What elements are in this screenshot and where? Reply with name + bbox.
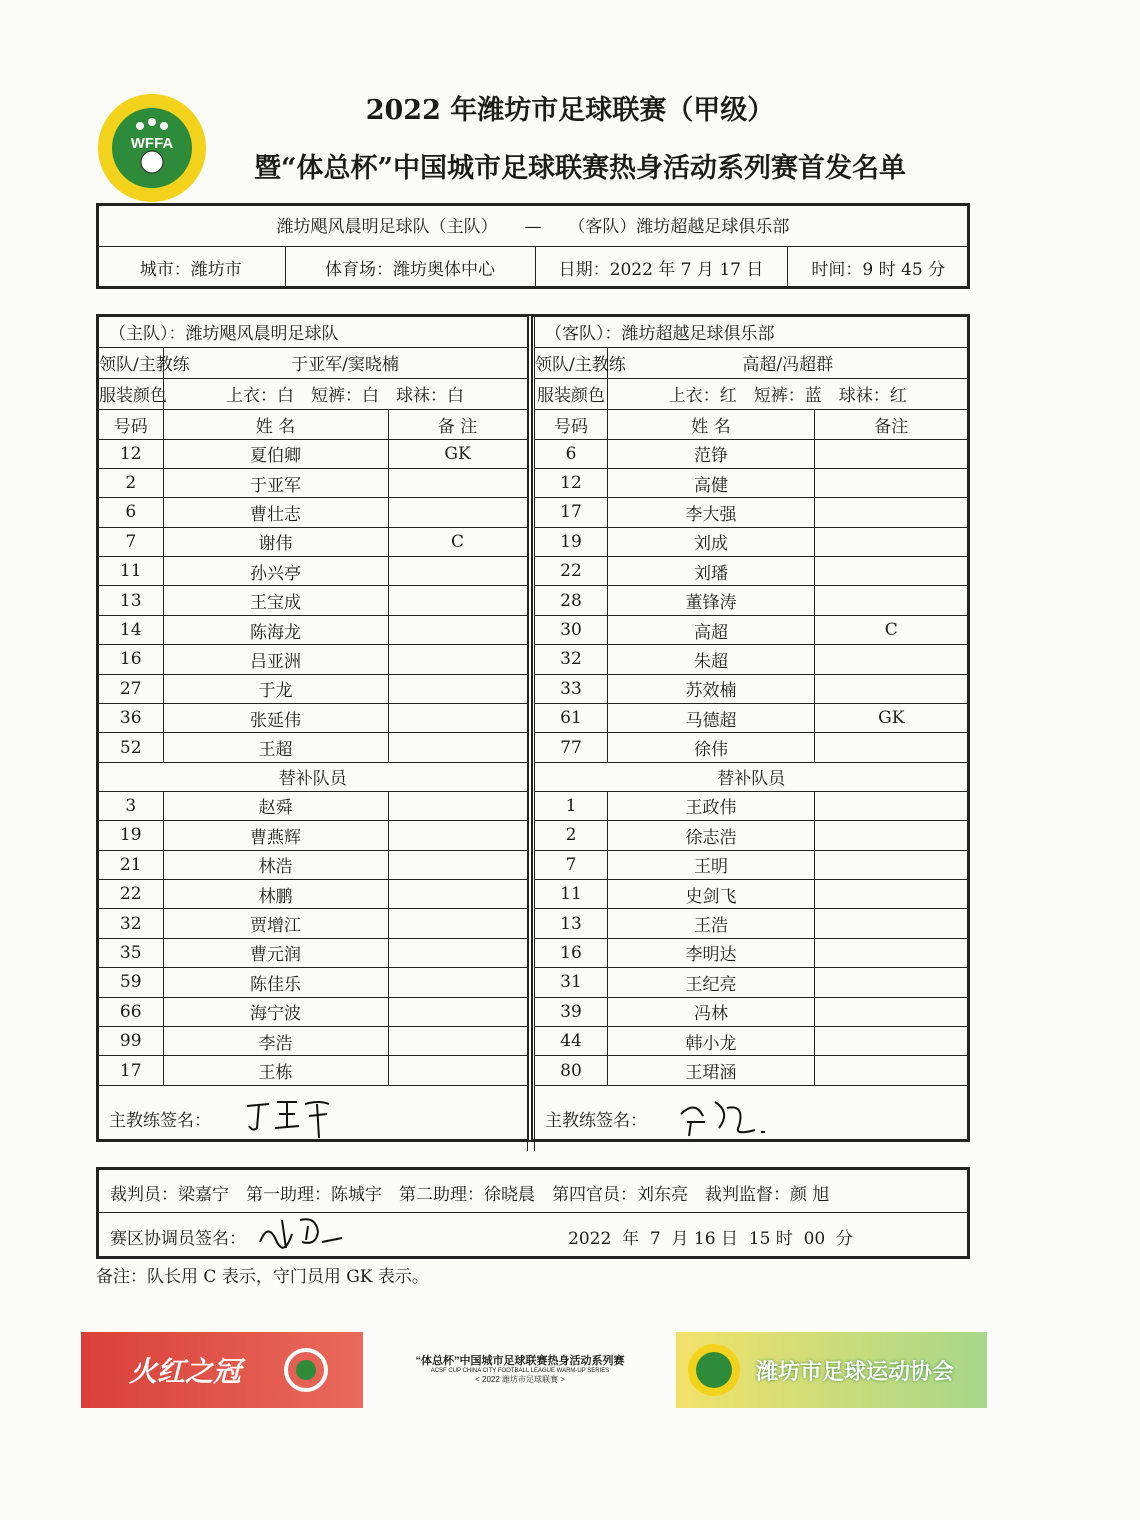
player-number: 11 (99, 557, 163, 586)
away-subs-row (535, 968, 968, 997)
player-name: 苏效楠 (608, 674, 815, 703)
away-subs-row (535, 791, 968, 820)
home-starters-row (99, 527, 527, 556)
home-subs-row (99, 968, 527, 997)
player-note (388, 909, 527, 938)
player-note (388, 879, 527, 908)
player-number: 12 (99, 439, 163, 468)
player-number: 13 (99, 586, 163, 615)
player-name: 王珺涵 (608, 1056, 815, 1085)
player-name: 王明 (608, 850, 815, 879)
player-name: 谢伟 (163, 527, 388, 556)
player-name: 贾增江 (163, 909, 388, 938)
player-note: C (815, 615, 968, 644)
player-name: 李大强 (608, 498, 815, 527)
player-note (388, 586, 527, 615)
away-starters-row (535, 704, 968, 733)
player-name: 朱超 (608, 645, 815, 674)
home-sign-label: 主教练签名： (109, 1110, 211, 1131)
player-note (388, 704, 527, 733)
home-subs-row (99, 1026, 527, 1055)
player-note (388, 1056, 527, 1085)
sponsor-banner-left (81, 1332, 363, 1408)
home-team-line: 潍坊飓风晨明足球队（主队） (276, 217, 498, 238)
player-note (388, 791, 527, 820)
player-note (815, 733, 968, 762)
coordinator-label: 赛区协调员签名： (110, 1229, 246, 1249)
away-signature-cell (535, 1085, 968, 1151)
away-starters-row (535, 645, 968, 674)
player-note (815, 821, 968, 850)
player-note (815, 791, 968, 820)
home-starters-row (99, 557, 527, 586)
home-coach-label: 领队/主教练 (99, 347, 163, 378)
away-starters-row (535, 733, 968, 762)
player-name: 李浩 (163, 1026, 388, 1055)
player-number: 19 (99, 821, 163, 850)
home-subs-row (99, 879, 527, 908)
player-note (815, 439, 968, 468)
player-number: 52 (99, 733, 163, 762)
player-number: 14 (99, 615, 163, 644)
player-note: GK (815, 704, 968, 733)
player-number: 7 (535, 850, 608, 879)
player-number: 6 (535, 439, 608, 468)
away-starters-row (535, 498, 968, 527)
home-coach: 于亚军/窦晓楠 (163, 347, 527, 378)
player-note (815, 850, 968, 879)
away-team-line: （客队）潍坊超越足球俱乐部 (568, 217, 790, 238)
player-name: 赵舜 (163, 791, 388, 820)
player-number: 30 (535, 615, 608, 644)
player-note (388, 968, 527, 997)
home-subs-label: 替补队员 (99, 762, 527, 791)
player-number: 13 (535, 909, 608, 938)
player-number: 59 (99, 968, 163, 997)
player-note (815, 1056, 968, 1085)
away-kit-label: 服装颜色 (535, 378, 608, 409)
home-starters-row (99, 733, 527, 762)
player-name: 王纪亮 (608, 968, 815, 997)
player-note (815, 1026, 968, 1055)
player-name: 曹壮志 (163, 498, 388, 527)
player-number: 27 (99, 674, 163, 703)
away-subs-label: 替补队员 (535, 762, 968, 791)
player-number: 66 (99, 997, 163, 1026)
player-number: 77 (535, 733, 608, 762)
away-col-num: 号码 (535, 409, 608, 439)
away-team-label: （客队）：潍坊超越足球俱乐部 (535, 317, 968, 347)
player-number: 6 (99, 498, 163, 527)
home-starters-row (99, 439, 527, 468)
player-name: 陈佳乐 (163, 968, 388, 997)
sponsor-middle-line1: “体总杯”中国城市足球联赛热身活动系列赛 (415, 1355, 625, 1367)
player-name: 刘璠 (608, 557, 815, 586)
away-kit: 上衣：红 短裤：蓝 球袜：红 (608, 378, 968, 409)
player-note (815, 938, 968, 967)
match-info-table (97, 204, 969, 288)
player-number: 17 (535, 498, 608, 527)
player-note: GK (388, 439, 527, 468)
player-name: 张延伟 (163, 704, 388, 733)
player-note (815, 498, 968, 527)
sponsor-middle-line2: ACSF CUP CHINA CITY FOOTBALL LEAGUE WARM-UP SERIES (430, 1368, 610, 1374)
player-number: 39 (535, 997, 608, 1026)
officials-line: 裁判员：梁嘉宁 第一助理：陈城宇 第二助理：徐晓晨 第四官员：刘东亮 裁判监督：颜 旭 (110, 1185, 830, 1205)
home-team-label: （主队）：潍坊飓风晨明足球队 (99, 317, 527, 347)
player-note (815, 645, 968, 674)
away-col-note: 备注 (815, 409, 968, 439)
player-number: 31 (535, 968, 608, 997)
player-note (815, 468, 968, 497)
home-roster-table (99, 317, 528, 1151)
player-name: 王浩 (608, 909, 815, 938)
player-number: 3 (99, 791, 163, 820)
player-number: 1 (535, 791, 608, 820)
player-name: 范铮 (608, 439, 815, 468)
sponsor-left-text: 火红之冠 (129, 1355, 242, 1388)
player-name: 董锋涛 (608, 586, 815, 615)
home-col-name: 姓 名 (163, 409, 388, 439)
away-starters-row (535, 615, 968, 644)
signed-at: 2022 年 7 月 16 日 15 时 00 分 (568, 1229, 854, 1249)
player-note (388, 674, 527, 703)
player-number: 17 (99, 1056, 163, 1085)
home-starters-row (99, 498, 527, 527)
player-note (388, 733, 527, 762)
player-name: 王政伟 (608, 791, 815, 820)
player-number: 44 (535, 1026, 608, 1055)
player-name: 李明达 (608, 938, 815, 967)
player-name: 马德超 (608, 704, 815, 733)
player-note (388, 1026, 527, 1055)
home-starters-row (99, 586, 527, 615)
match-date: 日期：2022 年 7 月 17 日 (535, 246, 787, 288)
away-subs-row (535, 997, 968, 1026)
player-name: 王超 (163, 733, 388, 762)
player-note (388, 821, 527, 850)
player-number: 22 (99, 879, 163, 908)
player-number: 33 (535, 674, 608, 703)
player-number: 2 (99, 468, 163, 497)
player-name: 于亚军 (163, 468, 388, 497)
home-subs-row (99, 821, 527, 850)
away-sign-label: 主教练签名： (545, 1110, 647, 1131)
away-starters-row (535, 439, 968, 468)
player-number: 99 (99, 1026, 163, 1055)
footer-note: 备注：队长用 C 表示，守门员用 GK 表示。 (96, 1267, 429, 1287)
away-subs-row (535, 1056, 968, 1085)
player-number: 32 (535, 645, 608, 674)
away-col-name: 姓 名 (608, 409, 815, 439)
sponsor-right-text: 潍坊市足球运动协会 (756, 1358, 955, 1385)
player-name: 史剑飞 (608, 879, 815, 908)
sponsor-banner-right (676, 1332, 987, 1408)
player-note (815, 586, 968, 615)
dash: — (524, 217, 542, 238)
home-starters-row (99, 704, 527, 733)
home-subs-row (99, 909, 527, 938)
player-note (388, 557, 527, 586)
player-name: 王栋 (163, 1056, 388, 1085)
player-number: 61 (535, 704, 608, 733)
away-coach-signature (675, 1092, 775, 1142)
player-name: 刘成 (608, 527, 815, 556)
player-number: 11 (535, 879, 608, 908)
player-name: 曹元润 (163, 938, 388, 967)
player-note (388, 645, 527, 674)
sponsor-middle-line3: < 2022 潍坊市足球联赛 > (475, 1375, 565, 1384)
player-number: 12 (535, 468, 608, 497)
home-subs-row (99, 1056, 527, 1085)
player-note (388, 468, 527, 497)
away-subs-row (535, 850, 968, 879)
home-col-num: 号码 (99, 409, 163, 439)
away-subs-row (535, 879, 968, 908)
player-name: 高超 (608, 615, 815, 644)
away-roster-table (534, 317, 968, 1151)
player-number: 22 (535, 557, 608, 586)
svg-text:WFFA: WFFA (130, 135, 174, 152)
match-time: 时间：9 时 45 分 (787, 246, 969, 288)
player-number: 16 (535, 938, 608, 967)
player-number: 35 (99, 938, 163, 967)
away-subs-row (535, 1026, 968, 1055)
home-signature-cell (99, 1085, 527, 1151)
away-starters-row (535, 468, 968, 497)
home-col-note: 备 注 (388, 409, 527, 439)
home-subs-row (99, 997, 527, 1026)
player-name: 孙兴亭 (163, 557, 388, 586)
away-starters-row (535, 557, 968, 586)
title-line-2: 暨“体总杯”中国城市足球联赛热身活动系列赛首发名单 (253, 153, 907, 184)
home-kit-label: 服装颜色 (99, 378, 163, 409)
player-note (388, 615, 527, 644)
sponsor-left-icon (281, 1345, 331, 1395)
away-coach: 高超/冯超群 (608, 347, 968, 378)
player-name: 曹燕辉 (163, 821, 388, 850)
away-subs-row (535, 821, 968, 850)
home-subs-row (99, 850, 527, 879)
player-name: 林鹏 (163, 879, 388, 908)
player-note (815, 997, 968, 1026)
home-kit: 上衣：白 短裤：白 球袜：白 (163, 378, 527, 409)
player-number: 16 (99, 645, 163, 674)
player-number: 32 (99, 909, 163, 938)
player-name: 吕亚洲 (163, 645, 388, 674)
player-name: 王宝成 (163, 586, 388, 615)
player-name: 徐志浩 (608, 821, 815, 850)
player-note (815, 674, 968, 703)
player-note (388, 938, 527, 967)
player-note (815, 909, 968, 938)
stadium: 体育场：潍坊奥体中心 (285, 246, 535, 288)
home-starters-row (99, 468, 527, 497)
player-number: 36 (99, 704, 163, 733)
player-note (388, 997, 527, 1026)
player-note: C (388, 527, 527, 556)
player-number: 19 (535, 527, 608, 556)
player-name: 陈海龙 (163, 615, 388, 644)
player-number: 2 (535, 821, 608, 850)
home-starters-row (99, 645, 527, 674)
player-name: 韩小龙 (608, 1026, 815, 1055)
title-line-1: 2022 年潍坊市足球联赛（甲级） (365, 95, 775, 126)
home-starters-row (99, 674, 527, 703)
player-name: 徐伟 (608, 733, 815, 762)
player-name: 高健 (608, 468, 815, 497)
player-name: 于龙 (163, 674, 388, 703)
home-starters-row (99, 615, 527, 644)
home-subs-row (99, 938, 527, 967)
player-note (388, 850, 527, 879)
player-number: 80 (535, 1056, 608, 1085)
player-name: 夏伯卿 (163, 439, 388, 468)
home-subs-row (99, 791, 527, 820)
player-number: 7 (99, 527, 163, 556)
home-coach-signature (239, 1092, 339, 1142)
away-starters-row (535, 527, 968, 556)
player-note (388, 498, 527, 527)
player-note (815, 527, 968, 556)
player-number: 21 (99, 850, 163, 879)
coordinator-signature (256, 1212, 346, 1252)
player-note (815, 557, 968, 586)
player-name: 海宁波 (163, 997, 388, 1026)
away-subs-row (535, 938, 968, 967)
roster-divider (527, 316, 533, 1140)
player-name: 林浩 (163, 850, 388, 879)
player-number: 28 (535, 586, 608, 615)
away-starters-row (535, 674, 968, 703)
player-note (815, 879, 968, 908)
sponsor-banner-middle (388, 1332, 652, 1408)
player-name: 冯林 (608, 997, 815, 1026)
away-starters-row (535, 586, 968, 615)
sponsor-right-logo-icon (686, 1342, 742, 1398)
officials-divider (99, 1212, 967, 1213)
player-note (815, 968, 968, 997)
away-coach-label: 领队/主教练 (535, 347, 608, 378)
city: 城市：潍坊市 (97, 246, 285, 288)
away-subs-row (535, 909, 968, 938)
